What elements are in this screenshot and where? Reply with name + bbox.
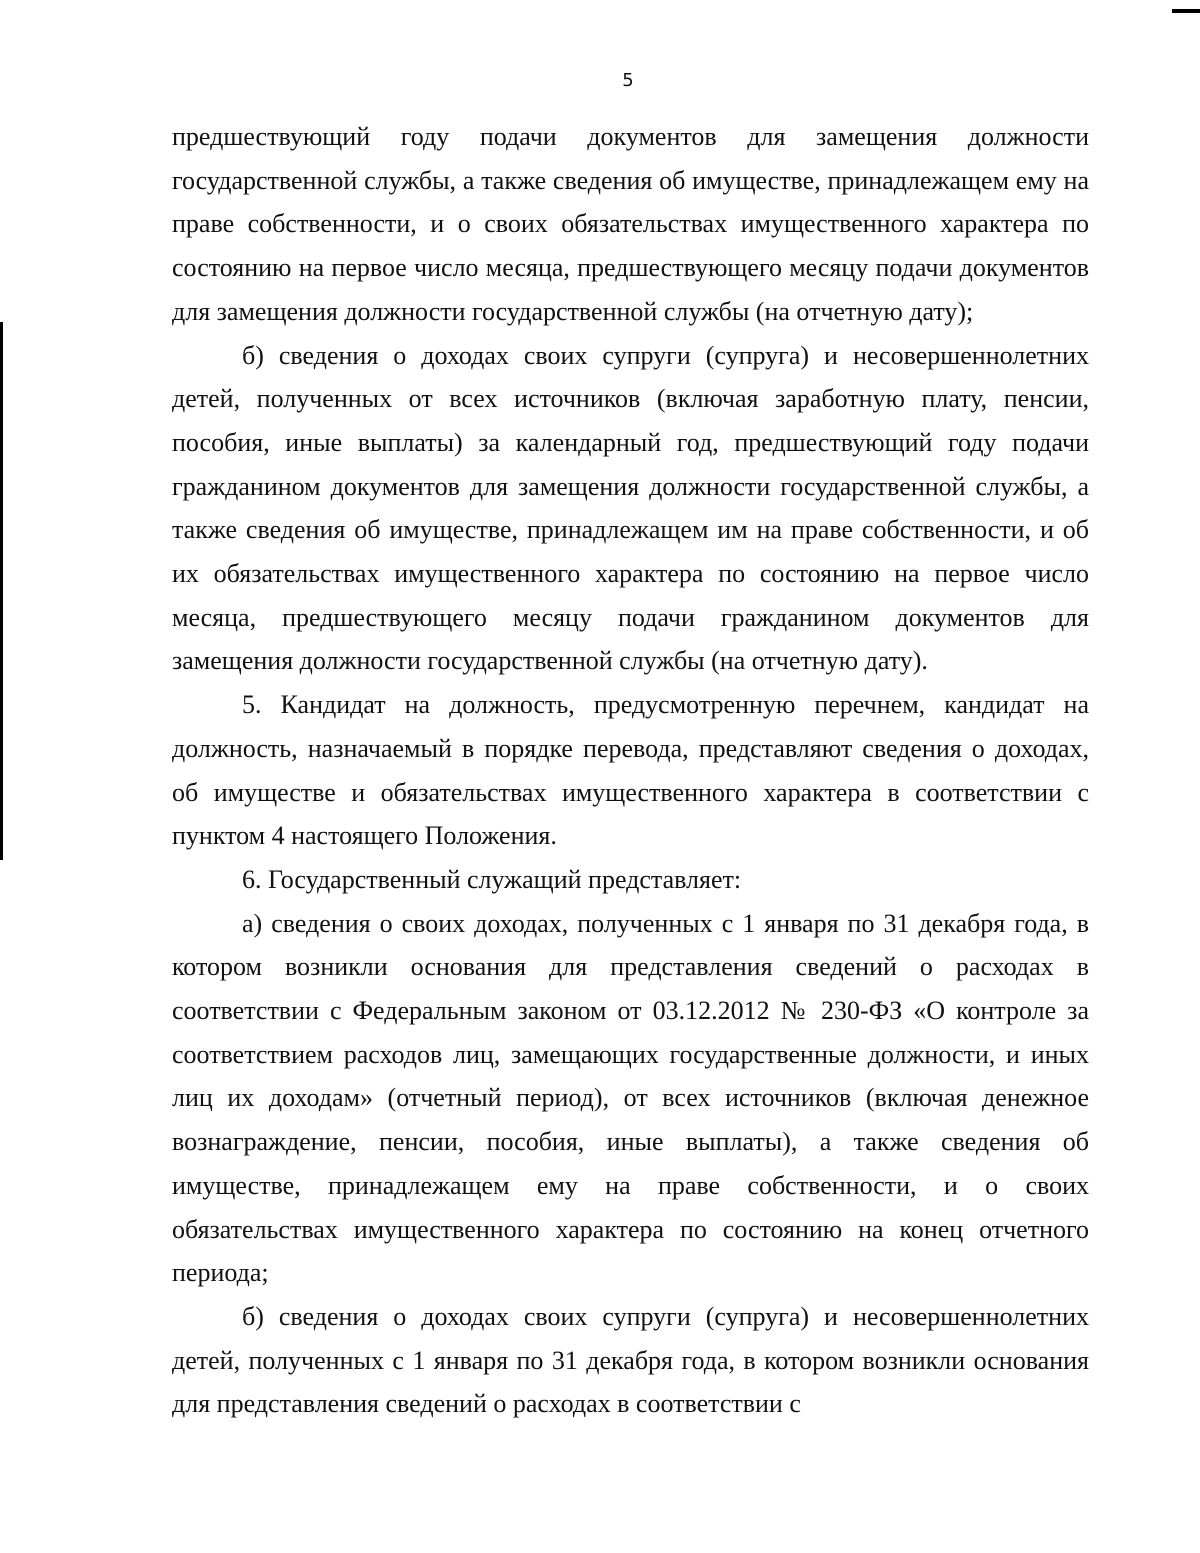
scan-margin-line (0, 322, 3, 860)
paragraph-item-6b: б) сведения о доходах своих супруги (супруга) и несовершеннолетних детей, полученных с 1 января по 31 декабря года, в котором возникли основания для представления сведений о расходах в соответствии с (172, 1301, 1089, 1419)
paragraph-spouse-income: б) сведения о доходах своих супруги (супруга) и несовершеннолетних детей, полученных от всех источников (включая заработную плату, пенсии, пособия, иные выплаты) за календарный год, предшествующий году подачи гражданином документов для замещения должности государственной службы, а также сведения об имуществе, принадлежащем им на праве собственности, и об их обязательствах имущественного характера по состоянию на первое число месяца, предшествующего месяцу подачи гражданином документов для замещения должности государственной службы (на отчетную дату). (172, 340, 1089, 676)
scan-edge-mark (1172, 9, 1200, 13)
paragraph-item-6a: а) сведения о своих доходах, полученных с 1 января по 31 декабря года, в котором возникли основания для представления сведений о расходах в соответствии с Федеральным законом от 03.12.2012 № 230-ФЗ «О контроле за соответствием расходов лиц, замещающих государственные должности, и иных лиц их доходам» (отчетный период), от всех источников (включая денежное вознаграждение, пенсии, пособия, иные выплаты), а также сведения об имуществе, принадлежащем ему на праве собственности, и о своих обязательствах имущественного характера по состоянию на конец отчетного периода; (172, 908, 1089, 1288)
paragraph-continuation: предшествующий году подачи документов для замещения должности государственной службы, а также сведения об имуществе, принадлежащем ему на праве собственности, и о своих обязательствах имущественного характера по состоянию на первое число месяца, предшествующего месяцу подачи документов для замещения должности государственной службы (на отчетную дату); (172, 122, 1089, 326)
paragraph-item-6: 6. Государственный служащий представляет: (242, 864, 742, 894)
page-number: 5 (622, 70, 634, 91)
document-body (172, 115, 1089, 1426)
paragraph-item-5: 5. Кандидат на должность, предусмотренную перечнем, кандидат на должность, назначаемый в порядке перевода, представляют сведения о доходах, об имуществе и обязательствах имущественного характера в соответствии с пунктом 4 настоящего Положения. (172, 690, 1089, 851)
